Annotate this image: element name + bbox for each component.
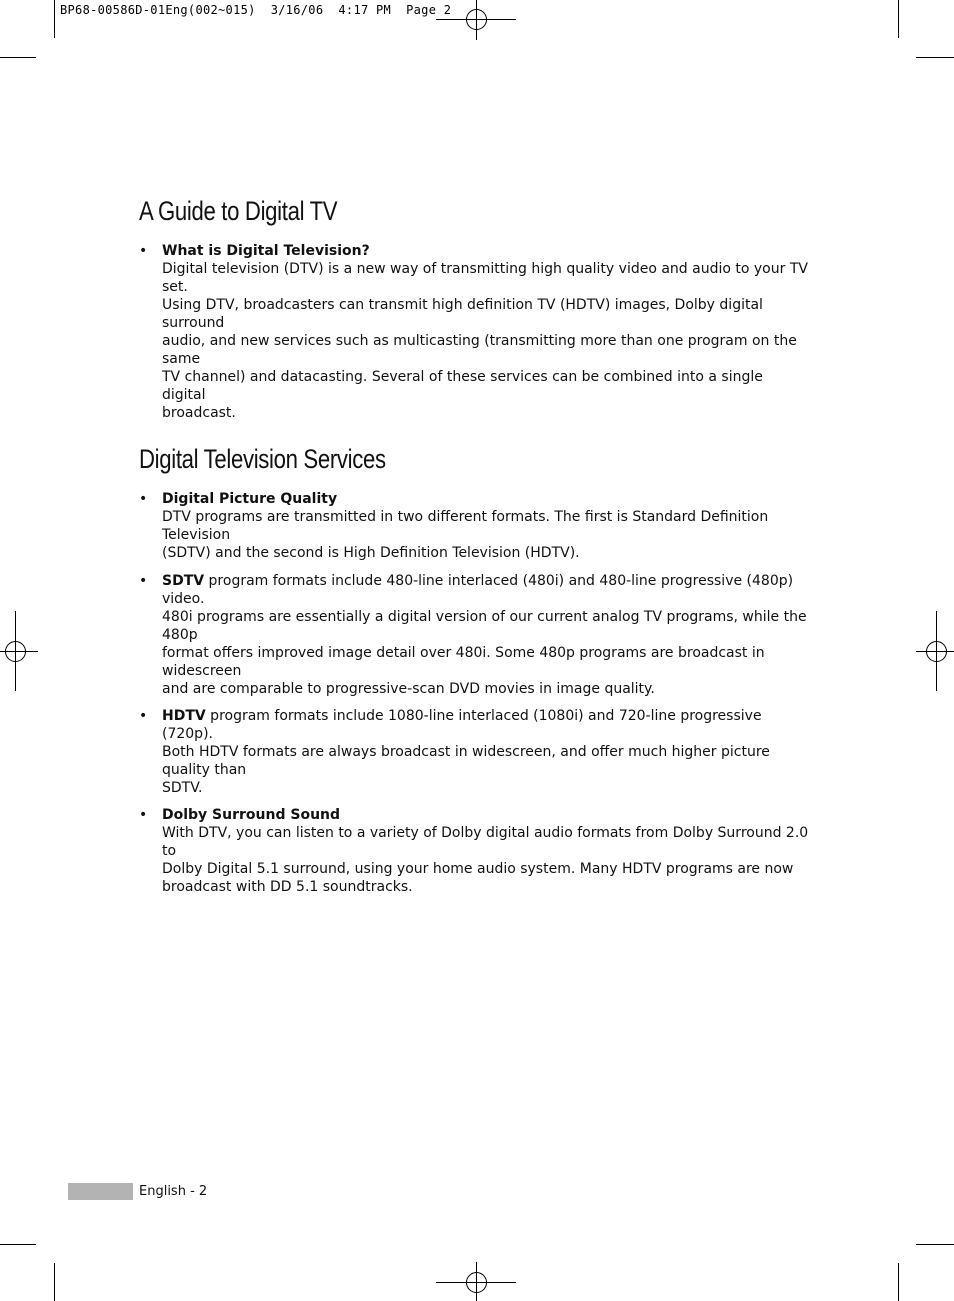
crop-mark-top-right-v [898, 0, 899, 38]
bullet-line: (SDTV) and the second is High Definition Television (HDTV). [162, 545, 580, 561]
crop-mark-bottom-left-v [54, 1263, 55, 1301]
bullet-heading: Digital Picture Quality [162, 491, 338, 507]
bullet-line: DTV programs are transmitted in two different formats. The first is Standard Definition Television [162, 509, 769, 543]
footer-tab-bar [68, 1183, 133, 1200]
bullet-icon: • [139, 708, 148, 724]
bullet-icon: • [139, 573, 148, 589]
crop-mark-bottom-left-h [0, 1244, 36, 1245]
bullet-line: Dolby Digital 5.1 surround, using your home audio system. Many HDTV programs are now [162, 861, 794, 877]
bullet-line: 480i programs are essentially a digital version of our current analog TV programs, while the 480p [162, 609, 807, 643]
crop-mark-top-right-h [916, 57, 954, 58]
bullet-list-guide [139, 242, 809, 422]
bullet-lead-text: program formats include 1080-line interlaced (1080i) and 720-line progressive (720p). [162, 708, 762, 742]
bullet-list-services [139, 490, 809, 896]
bullet-line: Both HDTV formats are always broadcast in widescreen, and offer much higher picture quality than [162, 744, 770, 778]
section-title-services: Digital Television Services [139, 444, 386, 474]
crop-mark-bottom-right-h [916, 1244, 954, 1245]
bullet-line: broadcast. [162, 405, 236, 421]
bullet-heading: Dolby Surround Sound [162, 807, 341, 823]
registration-mark-left-icon [0, 611, 38, 691]
bullet-icon: • [139, 243, 148, 259]
crop-mark-top-left-h [0, 57, 36, 58]
bullet-line: With DTV, you can listen to a variety of Dolby digital audio formats from Dolby Surround 2.0 to [162, 825, 809, 859]
bullet-heading: What is Digital Television? [162, 243, 370, 259]
section-title-guide: A Guide to Digital TV [139, 196, 338, 226]
bullet-line: Digital television (DTV) is a new way of transmitting high quality video and audio to your TV set. [162, 261, 808, 295]
bullet-line: TV channel) and datacasting. Several of these services can be combined into a single digital [162, 369, 763, 403]
bullet-item-picture-quality [139, 490, 809, 562]
bullet-line: audio, and new services such as multicasting (transmitting more than one program on the same [162, 333, 797, 367]
bullet-line: broadcast with DD 5.1 soundtracks. [162, 879, 413, 895]
registration-mark-bottom-icon [436, 1262, 516, 1301]
bullet-icon: • [139, 807, 148, 823]
bullet-heading: HDTV [162, 708, 206, 724]
crop-mark-top-left-v [54, 0, 55, 38]
bullet-item-dolby [139, 806, 809, 896]
bullet-icon: • [139, 491, 148, 507]
crop-mark-bottom-right-v [898, 1263, 899, 1301]
print-slug: BP68-00586D-01Eng(002~015) 3/16/06 4:17 PM Page 2 [60, 3, 452, 17]
bullet-line: and are comparable to progressive-scan DVD movies in image quality. [162, 681, 655, 697]
bullet-lead-text: program formats include 480-line interlaced (480i) and 480-line progressive (480p) video. [162, 573, 794, 607]
bullet-line: SDTV. [162, 780, 203, 796]
page-number: English - 2 [139, 1184, 208, 1199]
bullet-item-what-is-dtv [139, 242, 809, 422]
bullet-item-hdtv [139, 707, 809, 797]
bullet-lead-line [162, 572, 809, 608]
bullet-heading: SDTV [162, 573, 205, 589]
page-footer [68, 1183, 207, 1200]
bullet-item-sdtv [139, 572, 809, 698]
registration-mark-right-icon [916, 611, 954, 691]
bullet-line: format offers improved image detail over 480i. Some 480p programs are broadcast in widescreen [162, 645, 765, 679]
registration-mark-top-icon [436, 0, 516, 40]
page-content [139, 194, 809, 896]
bullet-lead-line [162, 707, 809, 743]
bullet-line: Using DTV, broadcasters can transmit high definition TV (HDTV) images, Dolby digital surround [162, 297, 763, 331]
